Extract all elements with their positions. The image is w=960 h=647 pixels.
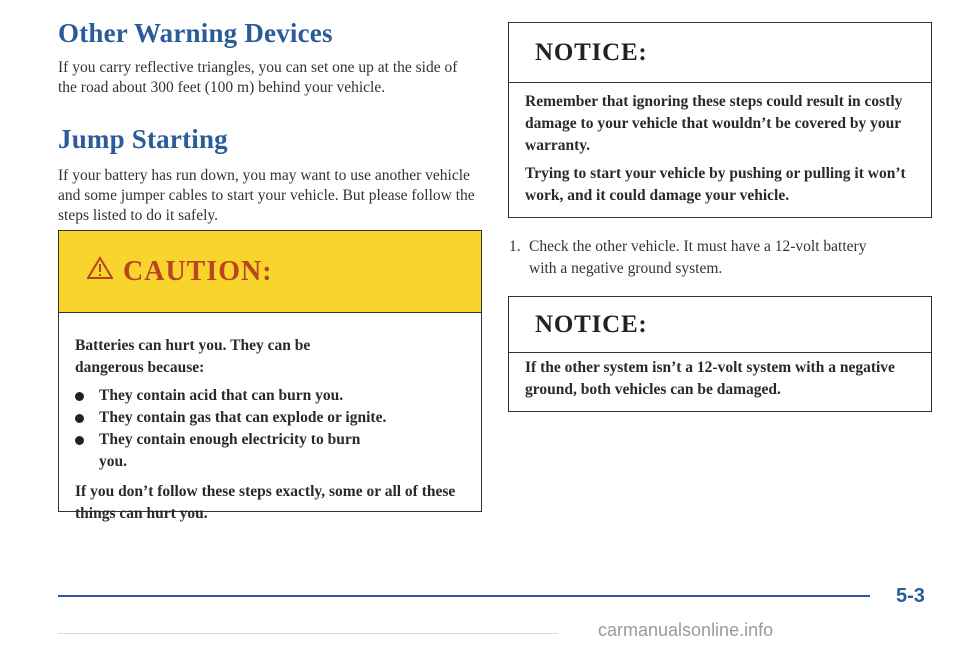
- caution-intro: Batteries can hurt you. They can be dangerous because:: [75, 337, 311, 376]
- caution-title: CAUTION:: [123, 255, 273, 287]
- caution-closing: If you don’t follow these steps exactly, some or all of these things can hurt you.: [75, 483, 456, 522]
- footer-rule-faint: [58, 633, 558, 634]
- warning-triangle-icon: [87, 256, 113, 287]
- section-text-jump-starting: If your battery has run down, you may want to use another vehicle and some jumper cables to start your vehicle. But please follow the steps listed to do it safely.: [58, 167, 475, 224]
- notice-text-1: Remember that ignoring these steps could result in costly damage to your vehicle that wouldn’t be covered by your warranty.: [525, 93, 903, 154]
- notice-header-2: [509, 297, 931, 353]
- page-number: 5-3: [896, 585, 925, 607]
- step-text: Check the other vehicle. It must have a 12-volt battery with a negative ground system.: [529, 238, 867, 277]
- step-number: 1.: [509, 238, 521, 255]
- notice-title-1: NOTICE:: [535, 38, 648, 66]
- caution-header: [59, 231, 481, 313]
- caution-box: [58, 230, 482, 522]
- bullet-icon: [75, 392, 84, 401]
- caution-bullet-list: [75, 385, 467, 473]
- notice-box-1: [508, 22, 932, 218]
- list-item: They contain gas that can explode or ignite.: [75, 407, 467, 429]
- watermark-text: carmanualsonline.info: [598, 620, 774, 640]
- list-item: They contain enough electricity to burn you.: [75, 429, 369, 473]
- section-text-other-warning-devices: If you carry reflective triangles, you can set one up at the side of the road about 300 feet (100 m) behind your vehicle.: [58, 59, 458, 96]
- notice-box-2: [508, 296, 932, 412]
- notice-header-1: [509, 23, 931, 83]
- notice-text-2: Trying to start your vehicle by pushing or pulling it won’t work, and it could damage your vehicle.: [525, 165, 906, 204]
- footer-rule: [58, 595, 870, 597]
- notice-text-3: If the other system isn’t a 12-volt system with a negative ground, both vehicles can be damaged.: [525, 359, 895, 398]
- bullet-icon: [75, 436, 84, 445]
- section-title-jump-starting: Jump Starting: [58, 124, 228, 154]
- notice-title-2: NOTICE:: [535, 310, 648, 338]
- bullet-icon: [75, 414, 84, 423]
- step-1: [509, 236, 909, 280]
- list-item: They contain acid that can burn you.: [75, 385, 467, 407]
- section-title-other-warning-devices: Other Warning Devices: [58, 18, 333, 48]
